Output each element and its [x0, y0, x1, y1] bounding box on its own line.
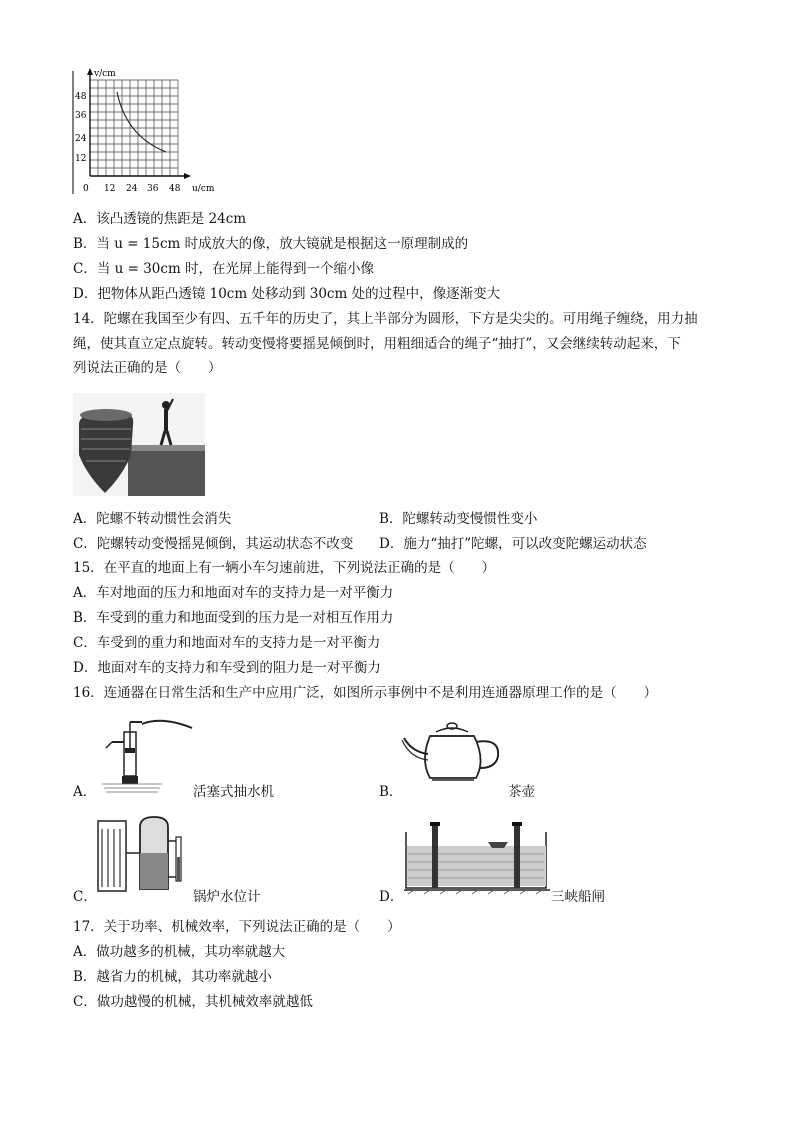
q13-option-d: D．把物体从距凸透镜 10cm 处移动到 30cm 处的过程中，像逐渐变大 — [73, 286, 501, 302]
q13-graph — [70, 66, 220, 198]
q15-option-b: B．车受到的重力和地面受到的压力是一对相互作用力 — [73, 610, 394, 626]
q14-stem-line3: 列说法正确的是（ ） — [73, 360, 222, 376]
q15-option-c: C．车受到的重力和地面对车的支持力是一对平衡力 — [73, 635, 381, 651]
q14-stem-line2: 绳，使其直立定点旋转。转动变慢将要摇晃倾倒时，用粗细适合的绳子“抽打”，又会继续转动起来，下 — [73, 336, 681, 352]
q16-option-b-letter: B． — [379, 784, 403, 800]
x-tick: 24 — [126, 184, 138, 194]
ship-lock-figure — [404, 818, 550, 902]
q14-option-c: C．陀螺转动变慢摇晃倾倒，其运动状态不改变 — [73, 536, 354, 552]
q14-option-d: D．施力“抽打”陀螺，可以改变陀螺运动状态 — [379, 536, 647, 552]
q17-option-c: C．做功越慢的机械，其机械效率就越低 — [73, 994, 313, 1010]
q15-option-a: A．车对地面的压力和地面对车的支持力是一对平衡力 — [73, 585, 394, 601]
q15-option-d: D．地面对车的支持力和车受到的阻力是一对平衡力 — [73, 660, 381, 676]
boiler-gauge-figure — [94, 813, 194, 895]
y-tick: 12 — [75, 154, 87, 164]
q14-option-b: B．陀螺转动变慢惯性变小 — [379, 511, 538, 527]
q16-option-d-letter: D． — [379, 889, 404, 905]
teapot-figure — [400, 720, 510, 786]
x-tick: 48 — [169, 184, 181, 194]
y-tick: 24 — [75, 134, 87, 144]
q16-option-c-caption: 锅炉水位计 — [193, 889, 261, 905]
q16-option-c-letter: C． — [73, 889, 97, 905]
q16-option-d-caption: 三峡船闸 — [551, 889, 605, 905]
q13-option-c: C．当 u = 30cm 时，在光屏上能得到一个缩小像 — [73, 261, 375, 277]
x-axis-label: u/cm — [192, 184, 215, 194]
q13-option-b: B．当 u = 15cm 时成放大的像，放大镜就是根据这一原理制成的 — [73, 236, 469, 252]
q16-option-a-letter: A． — [73, 784, 97, 800]
y-axis-label: v/cm — [94, 69, 116, 79]
q16-option-a-caption: 活塞式抽水机 — [193, 784, 274, 800]
y-tick: 48 — [75, 92, 87, 102]
q16-option-b-caption: 茶壶 — [508, 784, 535, 800]
q17-option-a: A．做功越多的机械，其功率就越大 — [73, 944, 286, 960]
x-tick: 12 — [104, 184, 116, 194]
q14-option-a: A．陀螺不转动惯性会消失 — [73, 511, 232, 527]
y-tick: 36 — [75, 111, 87, 121]
q15-stem: 15．在平直的地面上有一辆小车匀速前进，下列说法正确的是（ ） — [73, 560, 496, 576]
q17-option-b: B．越省力的机械，其功率就越小 — [73, 969, 272, 985]
piston-pump-figure — [92, 712, 196, 794]
q14-stem-line1: 14．陀螺在我国至少有四、五千年的历史了，其上半部分为圆形，下方是尖尖的。可用绳子缠绕，用力抽 — [73, 311, 698, 327]
spinning-top-photo — [73, 393, 205, 496]
q16-stem: 16．连通器在日常生活和生产中应用广泛，如图所示事例中不是利用连通器原理工作的是（ ） — [73, 685, 658, 701]
q13-option-a: A．该凸透镜的焦距是 24cm — [73, 211, 247, 227]
x-tick: 36 — [147, 184, 159, 194]
q17-stem: 17．关于功率、机械效率，下列说法正确的是（ ） — [73, 919, 401, 935]
x-tick: 0 — [83, 184, 89, 194]
